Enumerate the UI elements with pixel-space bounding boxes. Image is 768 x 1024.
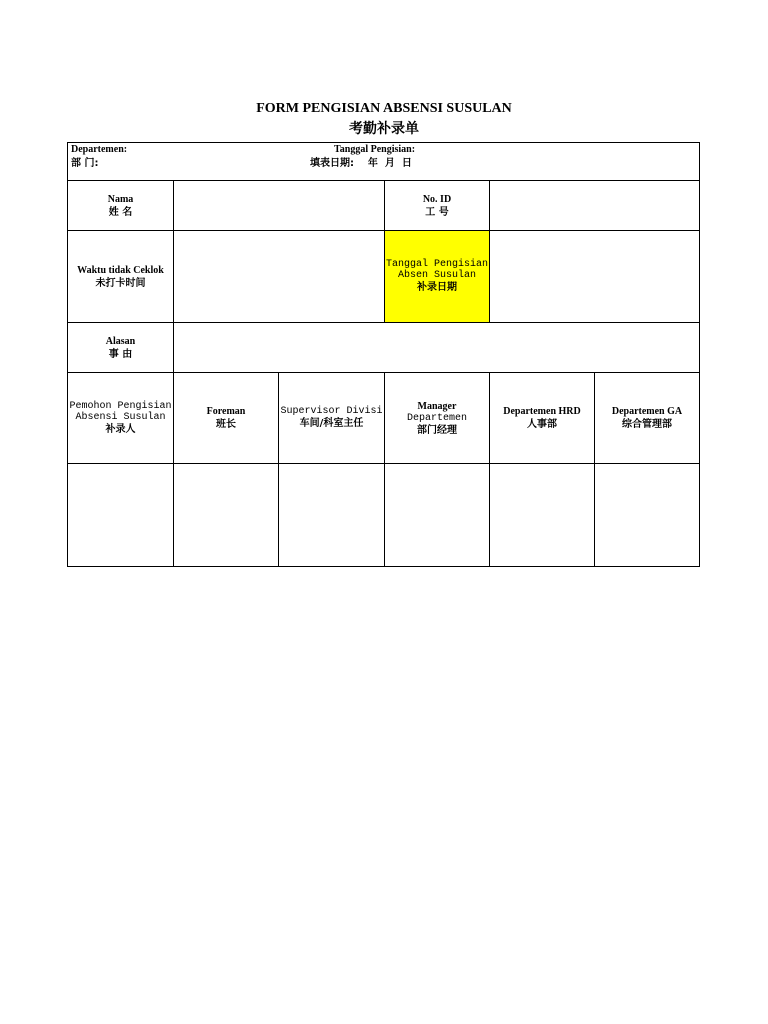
sig-header-hrd-1: Departemen HRD — [503, 406, 581, 417]
nama-label-cell — [67, 180, 174, 231]
no-id-label: No. ID — [422, 193, 452, 205]
tanggal-absen-value[interactable] — [490, 231, 699, 322]
nama-label-zh: 姓 名 — [108, 206, 133, 218]
waktu-value-cell[interactable] — [173, 230, 385, 323]
sig-header-foreman — [173, 372, 279, 464]
tanggal-absen-label-1: Tanggal Pengisian — [385, 259, 489, 270]
sig-header-manager-zh: 部门经理 — [417, 424, 457, 436]
attendance-form — [67, 142, 700, 567]
sig-box-supervisor[interactable] — [278, 463, 385, 567]
waktu-label-cell — [67, 230, 174, 323]
tanggal-absen-label-cell — [384, 230, 490, 323]
tanggal-pengisian-label-zh: 填表日期: 年 月 日 — [310, 158, 412, 169]
sig-box-pemohon[interactable] — [67, 463, 174, 567]
sig-header-foreman-zh: 班长 — [216, 419, 236, 430]
tanggal-pengisian-label: Tanggal Pengisian: — [334, 144, 416, 155]
form-title-zh: 考勤补录单 — [349, 121, 419, 137]
sig-header-manager-1: Manager — [417, 400, 457, 412]
tanggal-absen-value-cell[interactable] — [489, 230, 700, 323]
departemen-label-zh: 部 门: — [71, 158, 99, 169]
nama-label: Nama — [107, 193, 134, 205]
waktu-value[interactable] — [174, 231, 384, 322]
sig-header-supervisor — [278, 372, 385, 464]
no-id-label-cell — [384, 180, 490, 231]
alasan-value-cell[interactable] — [173, 322, 700, 373]
sig-header-manager — [384, 372, 490, 464]
alasan-value[interactable] — [174, 323, 699, 372]
nama-value-cell[interactable] — [173, 180, 385, 231]
no-id-value-cell[interactable] — [489, 180, 700, 231]
no-id-label-zh: 工 号 — [425, 206, 449, 218]
sig-header-foreman-1: Foreman — [206, 406, 246, 417]
alasan-label-zh: 事 由 — [108, 348, 133, 360]
sig-box-foreman[interactable] — [173, 463, 279, 567]
sig-header-supervisor-1: Supervisor Divisi — [280, 406, 383, 417]
sig-header-pemohon-zh: 补录人 — [105, 423, 136, 435]
alasan-label-cell — [67, 322, 174, 373]
sig-box-manager[interactable] — [384, 463, 490, 567]
sig-header-ga-zh: 综合管理部 — [622, 419, 672, 430]
sig-header-manager-2: Departemen — [406, 412, 467, 424]
sig-header-pemohon — [67, 372, 174, 464]
tanggal-absen-label-zh: 补录日期 — [417, 282, 457, 293]
sig-header-ga-1: Departemen GA — [611, 406, 683, 417]
alasan-label: Alasan — [105, 335, 136, 347]
sig-box-ga[interactable] — [594, 463, 700, 567]
sig-header-ga — [594, 372, 700, 464]
waktu-label-zh: 未打卡时间 — [95, 277, 146, 289]
waktu-label: Waktu tidak Ceklok — [77, 264, 164, 276]
header-row — [67, 142, 700, 181]
tanggal-absen-label-2: Absen Susulan — [397, 270, 476, 281]
sig-header-pemohon-1: Pemohon Pengisian — [69, 400, 172, 412]
sig-header-hrd-zh: 人事部 — [527, 419, 557, 430]
sig-header-pemohon-2: Absensi Susulan — [75, 411, 166, 423]
sig-box-hrd[interactable] — [489, 463, 595, 567]
departemen-label: Departemen: — [71, 144, 128, 155]
sig-header-hrd — [489, 372, 595, 464]
no-id-value[interactable] — [490, 181, 699, 230]
sig-header-supervisor-zh: 车间/科室主任 — [299, 418, 364, 429]
nama-value[interactable] — [174, 181, 384, 230]
form-title: FORM PENGISIAN ABSENSI SUSULAN — [256, 101, 512, 116]
